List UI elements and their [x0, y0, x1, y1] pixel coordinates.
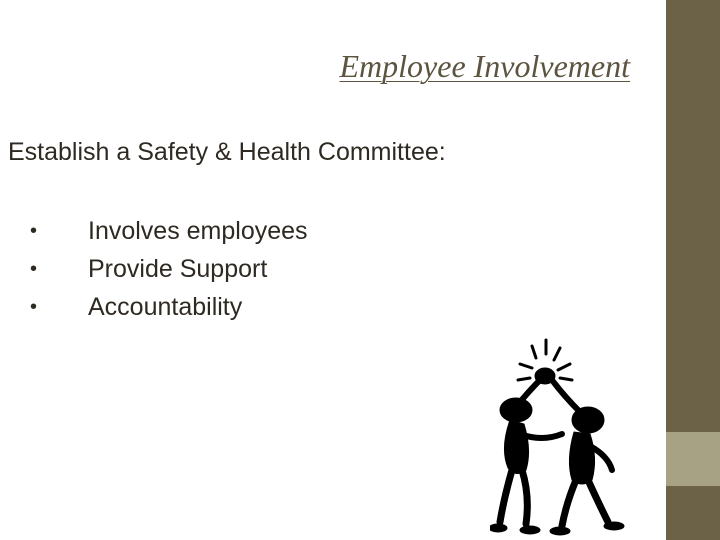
- bullet-text: Provide Support: [88, 254, 268, 283]
- slide-subtitle: Establish a Safety & Health Committee:: [8, 138, 446, 166]
- bullet-marker: •: [30, 219, 38, 242]
- bullet-list: [30, 212, 308, 326]
- bullet-item: [30, 212, 308, 250]
- slide-title: Employee Involvement: [339, 48, 630, 84]
- bullet-text: Accountability: [88, 292, 243, 321]
- bullet-marker: •: [30, 257, 38, 280]
- side-decoration-band: [666, 432, 720, 486]
- bullet-item: [30, 288, 308, 326]
- high-five-people-icon: [490, 338, 640, 538]
- bullet-text: Involves employees: [88, 216, 308, 245]
- bullet-marker: •: [30, 295, 38, 318]
- bullet-item: [30, 250, 308, 288]
